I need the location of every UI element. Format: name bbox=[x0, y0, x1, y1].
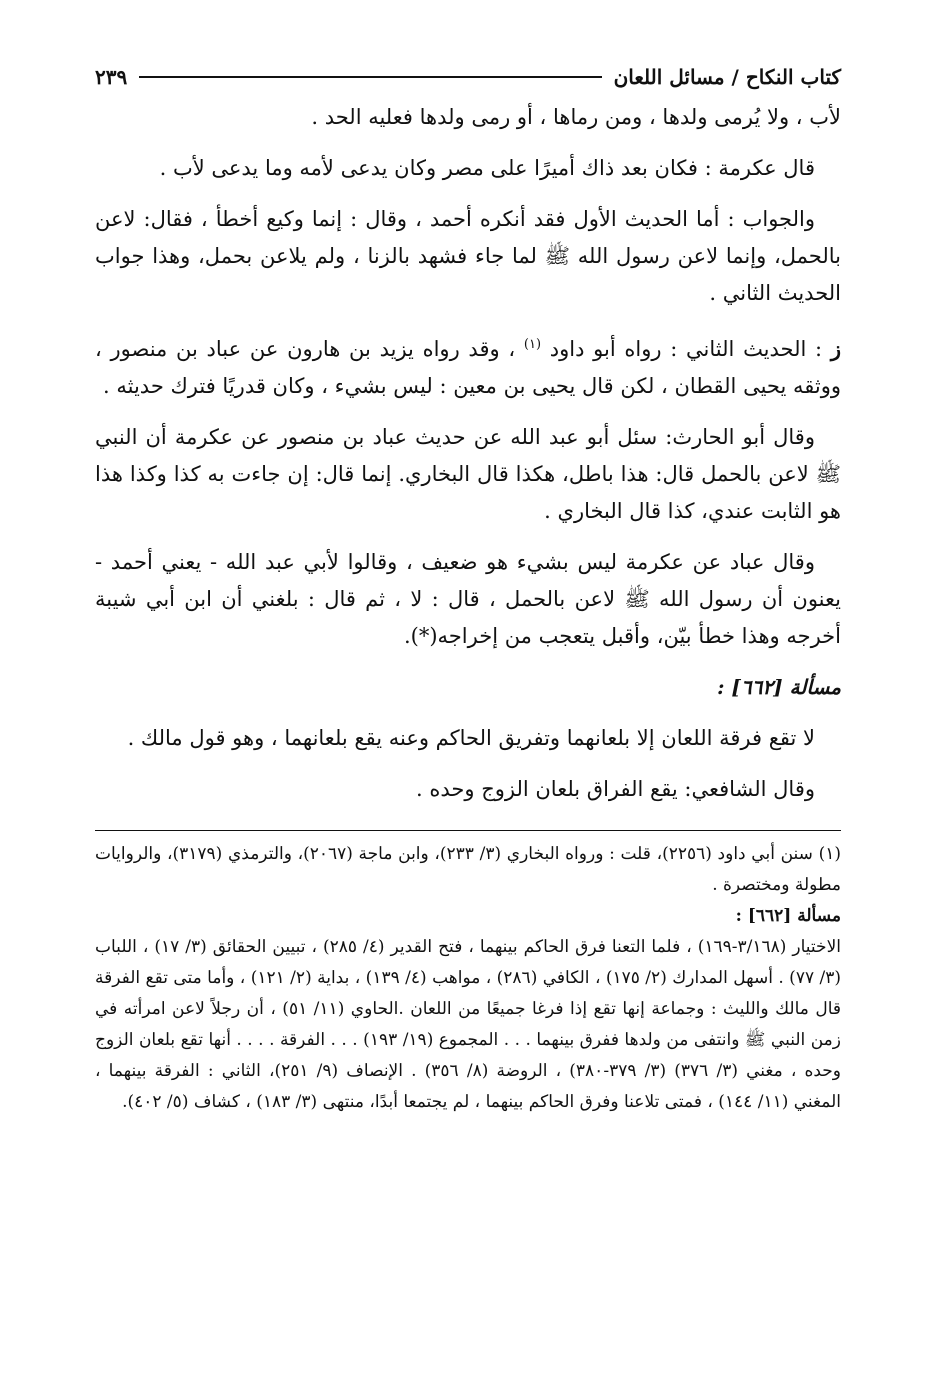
paragraph-1: لأب ، ولا يُرمى ولدها ، ومن رماها ، أو رمى ولدها فعليه الحد . bbox=[311, 105, 841, 129]
main-text bbox=[95, 99, 841, 808]
footnote-divider bbox=[95, 830, 841, 831]
header-rule bbox=[139, 76, 601, 78]
footnote-ref-1: (١) bbox=[523, 337, 542, 352]
paragraph-5: وقال أبو الحارث: سئل أبو عبد الله عن حديث عباد بن منصور عن عكرمة أن النبي ﷺ لاعن بالحمل قال: هذا باطل، هكذا قال البخاري. إنما قال: إن جاءت به كذا وكذا هذا هو الثابت عندي، كذا قال البخاري . bbox=[95, 425, 841, 523]
paragraph-7: لا تقع فرقة اللعان إلا بلعانهما وتفريق الحاكم وعنه يقع بلعانهما ، وهو قول مالك . bbox=[127, 726, 815, 750]
paragraph-4-start: : الحديث الثاني : رواه أبو داود bbox=[549, 337, 831, 361]
page-number: ٢٣٩ bbox=[95, 65, 128, 89]
footnote-issue-heading: مسألة [٦٦٢] : bbox=[735, 906, 841, 926]
paragraph-8: وقال الشافعي: يقع الفراق بلعان الزوج وحده . bbox=[416, 777, 815, 801]
paragraph-4 bbox=[95, 326, 841, 405]
zawaid-mark: ز bbox=[830, 336, 842, 361]
footnote-1: (١) سنن أبي داود (٢٢٥٦)، قلت : ورواه البخاري (٣/ ٢٣٣)، وابن ماجة (٢٠٦٧)، والترمذي (٣١٧٩)، والروايات مطولة ومختصرة . bbox=[95, 844, 841, 895]
footnotes bbox=[95, 839, 841, 1118]
chapter-title: كتاب النكاح / مسائل اللعان bbox=[613, 65, 841, 89]
paragraph-2: قال عكرمة : فكان بعد ذاك أميرًا على مصر وكان يدعى لأمه وما يدعى لأب . bbox=[159, 156, 815, 180]
paragraph-4-rest: ، وقد رواه يزيد بن هارون عن عباد بن منصور ، ووثقه يحيى القطان ، لكن قال يحيى بن معين : ليس بشيء ، وكان قدريًا فترك حديثه . bbox=[95, 337, 841, 398]
book-page bbox=[95, 55, 841, 1118]
issue-heading: مسألة [٦٦٢] : bbox=[717, 675, 841, 699]
footnote-references: الاختيار (٣/١٦٨-١٦٩) ، فلما التعنا فرق الحاكم بينهما ، فتح القدير (٤/ ٢٨٥) ، تبيين الحقائق (٣/ ١٧) ، اللباب (٣/ ٧٧) . أسهل المدارك (٢/ ١٧٥) ، الكافي (٢٨٦) ، مواهب (٤/ ١٣٩) ، بداية (٢/ ١٢١) ، وأما متى تقع الفرقة قال مالك والليث : وجماعة إنها تقع إذا فرغا جميعًا من اللعان .الحاوي (١١/ ٥١) ، أن رجلاً لاعن امرأته في زمن النبي ﷺ وانتفى من ولدها ففرق بينهما . . . المجموع (١٩/ ١٩٣) . . . الفرقة . . . . أنها تقع بلعان الزوج وحده ، مغني (٣/ ٣٧٦) (٣/ ٣٧٩-٣٨٠) ، الروضة (٨/ ٣٥٦) . الإنصاف (٩/ ٢٥١)، الثاني : الفرقة بينهما ، المغني (١١/ ١٤٤) ، فمتى تلاعنا وفرق الحاكم بينهما ، لم يجتمعا أبدًا، منتهى (٣/ ١٨٣) ، كشاف (٥/ ٤٠٢). bbox=[95, 937, 842, 1112]
running-header bbox=[95, 55, 841, 99]
paragraph-3: والجواب : أما الحديث الأول فقد أنكره أحمد ، وقال : إنما وكيع أخطأ ، فقال: لاعن بالحمل، وإنما لاعن رسول الله ﷺ لما جاء فشهد بالزنا ، ولم يلاعن بحمل، وهذا جواب الحديث الثاني . bbox=[95, 207, 841, 305]
paragraph-6: وقال عباد عن عكرمة ليس بشيء هو ضعيف ، وقالوا لأبي عبد الله - يعني أحمد - يعنون أن رسول الله ﷺ لاعن بالحمل ، قال : لا ، ثم قال : بلغني أن ابن أبي شيبة أخرجه وهذا خطأ بيّن، وأقبل يتعجب من إخراجه(*). bbox=[95, 550, 841, 648]
